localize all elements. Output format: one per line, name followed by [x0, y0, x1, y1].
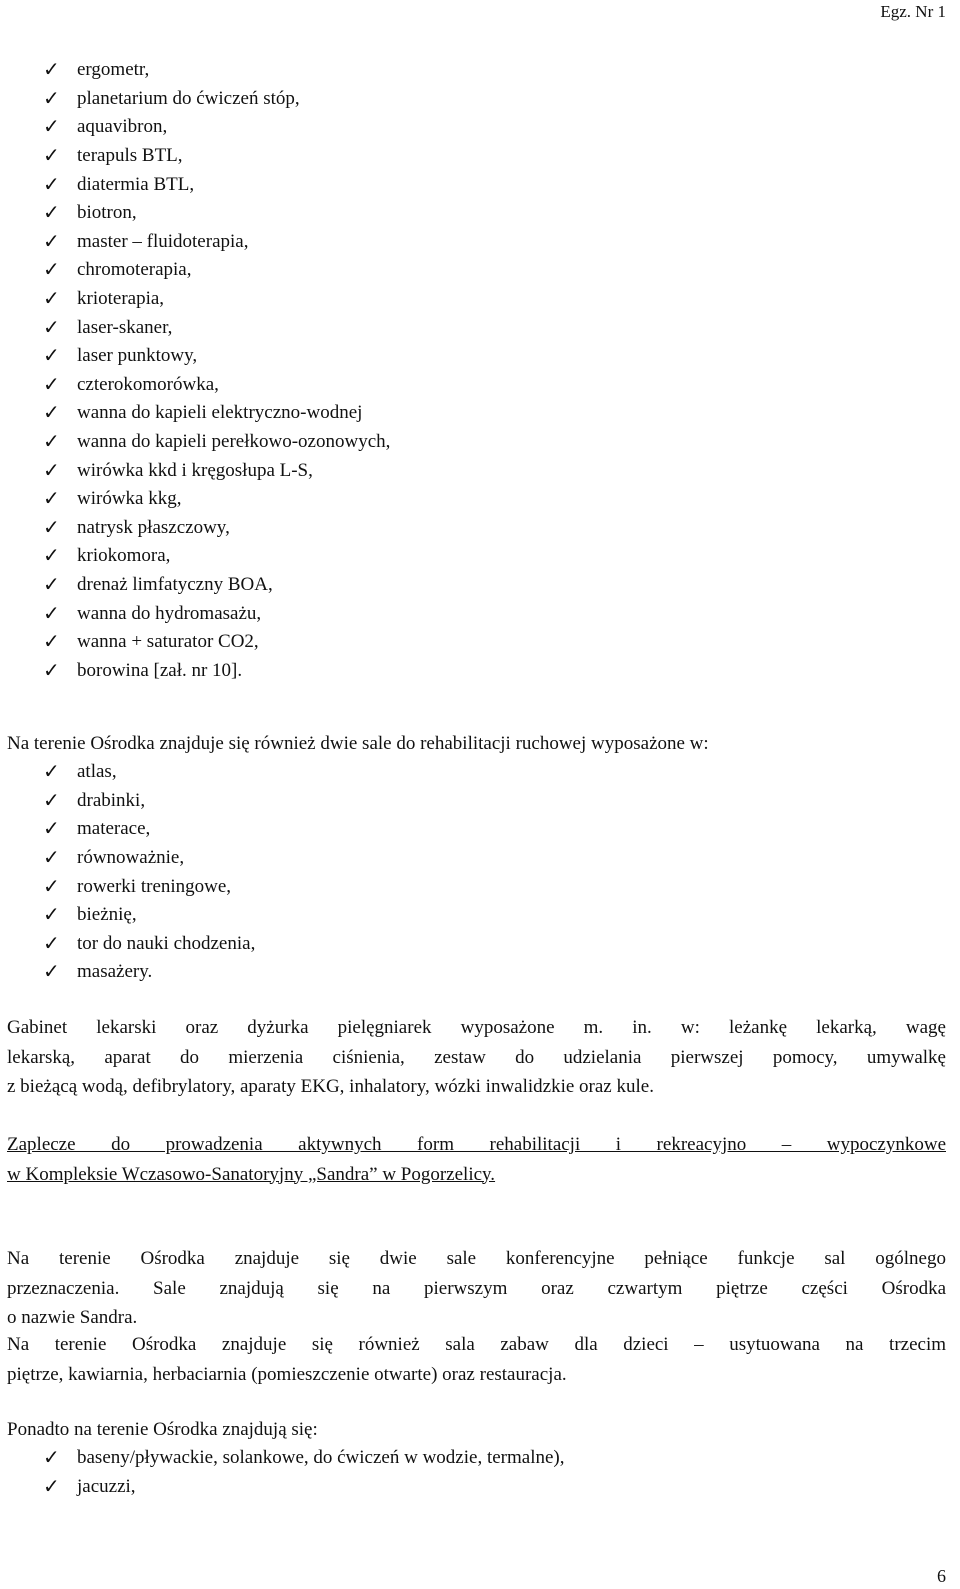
- checkmark-icon: ✓: [43, 847, 60, 870]
- list-item: [43, 844, 255, 873]
- list-item: [43, 313, 390, 342]
- list-item-text: wanna do kapieli perełkowo-ozonowych,: [77, 431, 391, 453]
- checkmark-icon: ✓: [43, 202, 60, 225]
- checkmark-icon: ✓: [43, 488, 60, 511]
- list-item-text: czterokomorówka,: [77, 373, 219, 395]
- list-item: [43, 142, 390, 171]
- list-item-text: wanna + saturator CO2,: [77, 631, 259, 653]
- rehab-rooms-paragraph: [7, 729, 946, 759]
- medical-office-line-1: Gabinet lekarski oraz dyżurka pielęgniarek wyposażone m. in. w: leżankę lekarką, wagę: [7, 1017, 946, 1038]
- list-item: [43, 285, 390, 314]
- conference-line-2: przeznaczenia. Sale znajdują się na pierwszym oraz czwartym piętrze części Ośrodka: [7, 1277, 946, 1299]
- facilities-intro: [7, 1415, 946, 1445]
- list-item: [43, 815, 255, 844]
- list-item-text: tor do nauki chodzenia,: [77, 932, 256, 954]
- list-item: [43, 571, 390, 600]
- list-item-text: równoważnie,: [77, 847, 185, 869]
- conference-rooms-paragraph: [7, 1244, 946, 1333]
- list-item-text: atlas,: [77, 761, 117, 783]
- checkmark-icon: ✓: [43, 659, 60, 682]
- checkmark-icon: ✓: [43, 87, 60, 110]
- checkmark-icon: ✓: [43, 631, 60, 654]
- list-item-text: chromoterapia,: [77, 259, 192, 281]
- list-item-text: diatermia BTL,: [77, 173, 195, 195]
- list-item-text: borowina [zał. nr 10].: [77, 659, 243, 681]
- list-item-text: planetarium do ćwiczeń stóp,: [77, 87, 300, 109]
- list-item-text: wanna do kapieli elektryczno-wodnej: [77, 402, 363, 424]
- checkmark-icon: ✓: [43, 761, 60, 784]
- section-heading-line-2: w Kompleksie Wczasowo-Sanatoryjny „Sandra” w Pogorzelicy.: [7, 1163, 496, 1185]
- checkmark-icon: ✓: [43, 932, 60, 955]
- medical-office-paragraph: [7, 1013, 946, 1102]
- checkmark-icon: ✓: [43, 288, 60, 311]
- medical-office-line-3: z bieżącą wodą, defibrylatory, aparaty EKG, inhalatory, wózki inwalidzkie oraz kule.: [7, 1076, 654, 1097]
- list-item: [43, 1444, 565, 1473]
- list-item: [43, 399, 390, 428]
- list-item: [43, 656, 390, 685]
- medical-office-line-2: lekarską, aparat do mierzenia ciśnienia, zestaw do udzielania pierwszej pomocy, umywalkę: [7, 1046, 946, 1068]
- checkmark-icon: ✓: [43, 789, 60, 812]
- list-item: [43, 930, 255, 959]
- checkmark-icon: ✓: [43, 373, 60, 396]
- checkmark-icon: ✓: [43, 545, 60, 568]
- list-item-text: baseny/pływackie, solankowe, do ćwiczeń w wodzie, termalne),: [77, 1447, 565, 1469]
- list-item-text: laser punktowy,: [77, 345, 198, 367]
- checkmark-icon: ✓: [43, 59, 60, 82]
- list-item: [43, 872, 255, 901]
- list-item: [43, 901, 255, 930]
- section-heading: [7, 1130, 946, 1189]
- list-item-text: aquavibron,: [77, 116, 168, 138]
- rehab-rooms-text: Na terenie Ośrodka znajduje się również dwie sale do rehabilitacji ruchowej wyposażone w:: [7, 733, 709, 754]
- list-item-text: kriokomora,: [77, 545, 171, 567]
- list-item: [43, 85, 390, 114]
- list-item: [43, 428, 390, 457]
- conference-line-3: o nazwie Sandra.: [7, 1307, 138, 1328]
- page-number: 6: [937, 1566, 946, 1586]
- list-item-text: biotron,: [77, 202, 137, 224]
- list-item: [43, 170, 390, 199]
- list-item-text: terapuls BTL,: [77, 145, 183, 167]
- list-item-text: jacuzzi,: [77, 1475, 136, 1497]
- document-copy-label: Egz. Nr 1: [880, 2, 946, 21]
- checkmark-icon: ✓: [43, 402, 60, 425]
- list-item: [43, 599, 390, 628]
- list-item-text: wanna do hydromasażu,: [77, 602, 262, 624]
- list-item: [43, 228, 390, 257]
- list-item-text: wirówka kkg,: [77, 488, 182, 510]
- list-item: [43, 485, 390, 514]
- conference-line-1: Na terenie Ośrodka znajduje się dwie sale konferencyjne pełniące funkcje sal ogólnego: [7, 1248, 946, 1269]
- equipment-list: [43, 56, 390, 685]
- facilities-intro-text: Ponadto na terenie Ośrodka znajdują się:: [7, 1419, 318, 1440]
- checkmark-icon: ✓: [43, 316, 60, 339]
- list-item: [43, 1473, 565, 1502]
- list-item: [43, 514, 390, 543]
- list-item: [43, 542, 390, 571]
- list-item-text: bieżnię,: [77, 904, 137, 926]
- checkmark-icon: ✓: [43, 1447, 60, 1470]
- checkmark-icon: ✓: [43, 230, 60, 253]
- checkmark-icon: ✓: [43, 818, 60, 841]
- checkmark-icon: ✓: [43, 459, 60, 482]
- list-item: [43, 456, 390, 485]
- checkmark-icon: ✓: [43, 573, 60, 596]
- list-item-text: master – fluidoterapia,: [77, 230, 249, 252]
- list-item-text: krioterapia,: [77, 288, 165, 310]
- list-item-text: laser-skaner,: [77, 316, 173, 338]
- list-item: [43, 371, 390, 400]
- checkmark-icon: ✓: [43, 116, 60, 139]
- list-item-text: materace,: [77, 818, 151, 840]
- list-item-text: masażery.: [77, 961, 153, 983]
- section-heading-line-1: Zaplecze do prowadzenia aktywnych form rehabilitacji i rekreacyjno – wypoczynkowe: [7, 1134, 946, 1155]
- list-item: [43, 628, 390, 657]
- list-item: [43, 958, 255, 987]
- list-item-text: drenaż limfatyczny BOA,: [77, 573, 273, 595]
- checkmark-icon: ✓: [43, 1475, 60, 1498]
- rehab-equipment-list: [43, 758, 255, 987]
- list-item: [43, 256, 390, 285]
- checkmark-icon: ✓: [43, 431, 60, 454]
- checkmark-icon: ✓: [43, 602, 60, 625]
- list-item: [43, 199, 390, 228]
- checkmark-icon: ✓: [43, 961, 60, 984]
- list-item-text: natrysk płaszczowy,: [77, 516, 230, 538]
- list-item-text: rowerki treningowe,: [77, 875, 232, 897]
- list-item: [43, 758, 255, 787]
- checkmark-icon: ✓: [43, 516, 60, 539]
- list-item: [43, 787, 255, 816]
- list-item: [43, 113, 390, 142]
- playroom-line-2: piętrze, kawiarnia, herbaciarnia (pomieszczenie otwarte) oraz restauracja.: [7, 1363, 567, 1385]
- list-item: [43, 342, 390, 371]
- playroom-paragraph: [7, 1330, 946, 1389]
- checkmark-icon: ✓: [43, 904, 60, 927]
- list-item: [43, 56, 390, 85]
- checkmark-icon: ✓: [43, 173, 60, 196]
- checkmark-icon: ✓: [43, 875, 60, 898]
- checkmark-icon: ✓: [43, 145, 60, 168]
- list-item-text: wirówka kkd i kręgosłupa L-S,: [77, 459, 313, 481]
- playroom-line-1: Na terenie Ośrodka znajduje się również sala zabaw dla dzieci – usytuowana na trzecim: [7, 1334, 946, 1355]
- list-item-text: ergometr,: [77, 59, 150, 81]
- list-item-text: drabinki,: [77, 789, 146, 811]
- checkmark-icon: ✓: [43, 345, 60, 368]
- facilities-list: [43, 1444, 565, 1501]
- checkmark-icon: ✓: [43, 259, 60, 282]
